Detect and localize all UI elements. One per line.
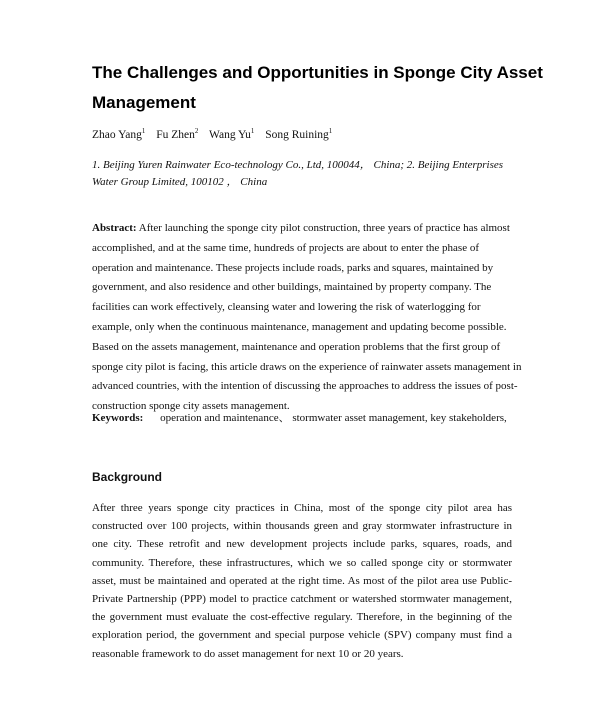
author-name: Wang Yu bbox=[209, 128, 251, 141]
author bbox=[92, 129, 145, 141]
author-affiliation-mark: 1 bbox=[250, 127, 255, 135]
keywords-label: Keywords: bbox=[92, 412, 144, 424]
author bbox=[156, 129, 198, 141]
abstract bbox=[92, 219, 522, 417]
section-paragraph: After three years sponge city practices in China, most of the sponge city pilot area has constructed over 100 projects, within thousands green and gray stormwater infrastructure in one city. These retrofit and new development projects include parks, squares, roads, and community. Therefore, these infrastructures, which we so called sponge city or stormwater asset, must be maintained and operated at the right time. As most of the pilot area use Public-Private Partnership (PPP) model to practice catchment or watershed stormwater management, the government must evaluate the cost-effective regulary. Therefore, in the beginning of the exploration period, the government and special purpose vehicle (SPV) company must find a reasonable framework to do asset management for next 10 or 20 years. bbox=[92, 502, 512, 660]
author-affiliation-mark: 1 bbox=[141, 127, 146, 135]
affiliations: 1. Beijing Yuren Rainwater Eco-technology Co., Ltd, 100044， China; 2. Beijing Enterprises Water Group Limited, 100102 ， China bbox=[92, 159, 504, 188]
author bbox=[209, 129, 254, 141]
author-name: Fu Zhen bbox=[156, 128, 195, 141]
author-list bbox=[92, 127, 340, 141]
section-heading: Background bbox=[92, 470, 163, 484]
author-affiliation-mark: 2 bbox=[194, 127, 199, 135]
author-name: Zhao Yang bbox=[92, 128, 142, 141]
author-name: Song Ruining bbox=[265, 128, 329, 141]
keywords bbox=[92, 409, 532, 425]
abstract-text: After launching the sponge city pilot construction, three years of practice has almost accomplished, and at the same time, hundreds of projects are about to enter the phase of operation and maintenance. These projects include roads, parks and squares, maintained by government, and also residence and other buildings, maintained by property company. The facilities can work effectively, cleansing water and lowering the risk of waterlogging for example, only when the continuous maintenance, management and updating become possible. Based on the assets management, maintenance and operation problems that the first group of sponge city pilot is facing, this article draws on the experience of rainwater assets management in advanced countries, with the intention of discussing the approaches to address the issues of post-construction sponge city assets management. bbox=[92, 222, 522, 413]
paper-title: The Challenges and Opportunities in Sponge City Asset Management bbox=[92, 63, 543, 112]
abstract-label: Abstract: bbox=[92, 222, 137, 234]
keywords-text: operation and maintenance、 stormwater asset management, key stakeholders, bbox=[160, 412, 507, 424]
author-affiliation-mark: 1 bbox=[328, 127, 333, 135]
author bbox=[265, 129, 332, 141]
